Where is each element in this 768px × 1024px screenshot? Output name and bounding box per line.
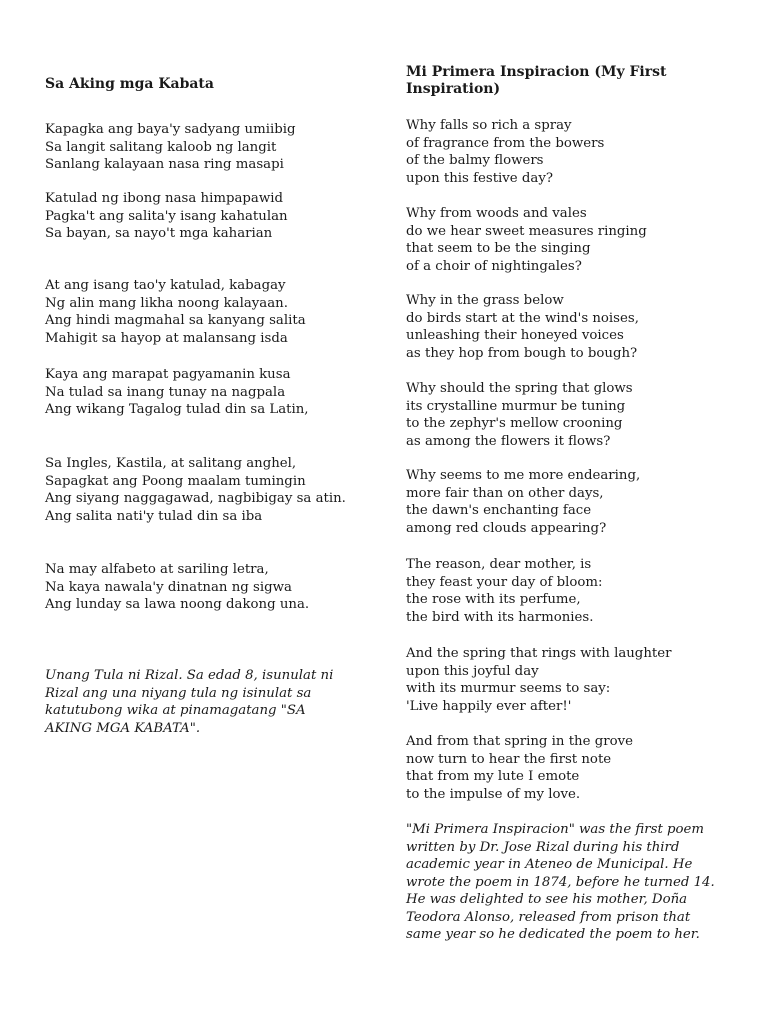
note-line: katutubong wika at pinamagatang "SA [45, 703, 306, 718]
stanza [45, 277, 306, 347]
poem-note [45, 667, 333, 737]
note-line: wrote the poem in 1874, before he turned 14. [406, 874, 715, 890]
poem-line: now turn to hear the first note [406, 751, 612, 767]
poem-line: Na may alfabeto at sariling letra, [45, 562, 269, 577]
note-line: Rizal ang una niyang tula ng isinulat sa [45, 685, 312, 701]
poem-line: to the zephyr's mellow crooning [406, 416, 623, 431]
poem-line: Katulad ng ibong nasa himpapawid [45, 191, 283, 206]
stanza [406, 380, 633, 450]
poem-line: Why in the grass below [406, 293, 564, 308]
poem-line: Sa langit salitang kaloob ng langit [45, 139, 277, 155]
poem-line: Na kaya nawala'y dinatnan ng sigwa [45, 579, 292, 595]
poem-line: upon this festive day? [406, 170, 553, 186]
poem-note [406, 821, 715, 944]
poem-line: Ang siyang naggagawad, nagbibigay sa atin. [45, 491, 346, 506]
poem-line: Mahigit sa hayop at malansang isda [45, 330, 288, 346]
poem-line: the dawn's enchanting face [406, 503, 592, 518]
stanza [45, 455, 346, 525]
note-line: same year so he dedicated the poem to her. [406, 927, 700, 942]
poem-line: Ang wikang Tagalog tulad din sa Latin, [45, 402, 309, 417]
stanza [406, 467, 640, 537]
poem-line: At ang isang tao'y katulad, kabagay [45, 278, 286, 293]
stanza [45, 121, 296, 174]
stanza [406, 556, 603, 626]
stanza [45, 366, 309, 419]
note-line: "Mi Primera Inspiracion" was the first poem [406, 822, 705, 837]
note-line: academic year in Ateneo de Municipal. He [406, 857, 693, 872]
poem-line: the bird with its harmonies. [406, 609, 594, 625]
poem-line: And the spring that rings with laughter [406, 646, 672, 661]
note-line: Teodora Alonso, released from prison that [406, 909, 691, 925]
stanza [406, 733, 633, 803]
poem-line: The reason, dear mother, is [406, 557, 592, 572]
poem-line: of fragrance from the bowers [406, 135, 605, 151]
poem-line: Sanlang kalayaan nasa ring masapi [45, 157, 284, 172]
poem-line: among red clouds appearing? [406, 520, 607, 536]
stanza [406, 117, 604, 187]
poem-line: Ang salita nati'y tulad din sa iba [45, 508, 263, 524]
poem-line: Sapagkat ang Poong maalam tumingin [45, 473, 306, 489]
poem-line: 'Live happily ever after!' [406, 698, 572, 714]
poem-line: that seem to be the singing [406, 241, 591, 256]
poem-line: unleashing their honeyed voices [406, 328, 624, 343]
poem-line: do birds start at the wind's noises, [406, 310, 639, 326]
note-line: Unang Tula ni Rizal. Sa edad 8, isunulat ni [45, 668, 334, 683]
poem-line: to the impulse of my love. [406, 786, 581, 802]
note-line: He was delighted to see his mother, Doña [406, 892, 688, 907]
poem-line: Ang lunday sa lawa noong dakong una. [45, 597, 310, 612]
poem-title-left: Sa Aking mga Kabata [45, 76, 214, 92]
poem-line: of the balmy flowers [406, 153, 544, 168]
poem-line: Why falls so rich a spray [406, 118, 572, 133]
poem-line: And from that spring in the grove [406, 734, 633, 749]
poem-line: upon this joyful day [406, 663, 539, 679]
poem-line: Sa bayan, sa nayo't mga kaharian [45, 226, 273, 241]
note-line: AKING MGA KABATA". [45, 720, 201, 736]
stanza [45, 561, 309, 614]
stanza [406, 645, 671, 715]
stanza [45, 190, 288, 243]
poem-line: Ng alin mang likha noong kalayaan. [45, 295, 288, 311]
poem-line: Why from woods and vales [406, 206, 587, 221]
poem-line: Why seems to me more endearing, [406, 468, 641, 483]
title-line: Inspiration) [406, 81, 501, 97]
poem-line: more fair than on other days, [406, 485, 604, 501]
poem-line: Na tulad sa inang tunay na nagpala [45, 384, 286, 400]
poem-line: that from my lute I emote [406, 769, 580, 784]
poem-line: Kaya ang marapat pagyamanin kusa [45, 367, 291, 382]
poem-line: Ang hindi magmahal sa kanyang salita [45, 313, 306, 328]
poem-line: the rose with its perfume, [406, 592, 581, 607]
note-line: written by Dr. Jose Rizal during his third [406, 839, 680, 855]
poem-line: its crystalline murmur be tuning [406, 398, 626, 414]
title-line: Mi Primera Inspiracion (My First [406, 64, 667, 80]
poem-line: of a choir of nightingales? [406, 258, 582, 274]
poem-line: Why should the spring that glows [406, 381, 633, 396]
poem-line: Kapagka ang baya'y sadyang umiibig [45, 122, 296, 137]
poem-line: Pagka't ang salita'y isang kahatulan [45, 208, 288, 224]
poem-line: as among the flowers it flows? [406, 433, 611, 449]
poem-line: as they hop from bough to bough? [406, 345, 638, 361]
stanza [406, 292, 639, 362]
stanza [406, 205, 647, 275]
poem-line: with its murmur seems to say: [406, 681, 611, 696]
poem-line: they feast your day of bloom: [406, 574, 603, 590]
poem-title-right [406, 64, 726, 98]
poem-line: Sa Ingles, Kastila, at salitang anghel, [45, 456, 297, 471]
poem-line: do we hear sweet measures ringing [406, 223, 647, 239]
